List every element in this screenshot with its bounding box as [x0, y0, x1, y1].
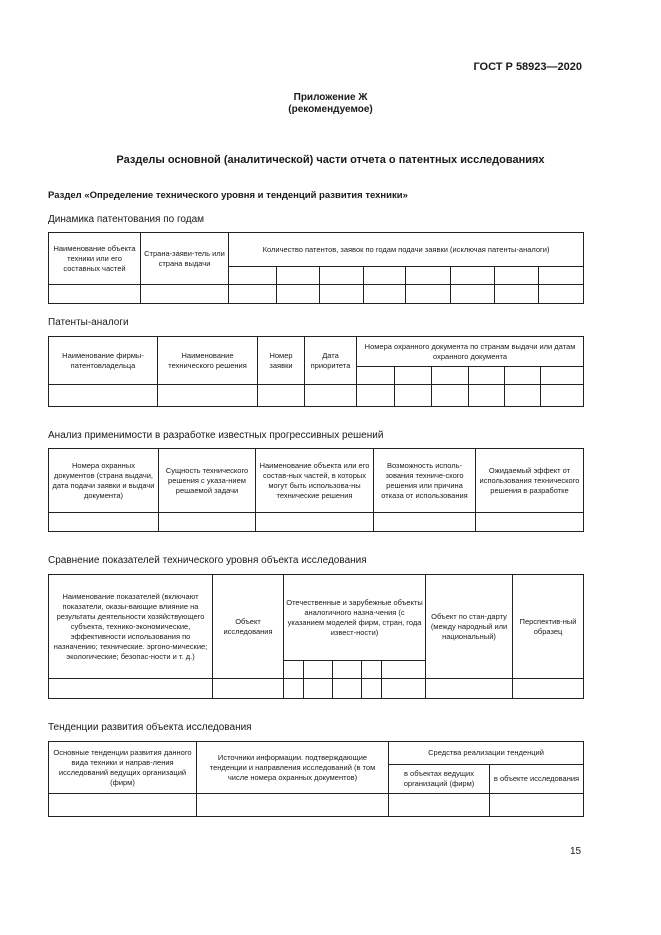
patenting-dynamics-table — [48, 232, 584, 304]
table-row — [49, 794, 584, 817]
table3-header-object: Наименование объекта или его состав-ных частей, в которых могут быть использова-ны технические решения — [256, 449, 374, 513]
table5-header-trends: Основные тенденции развития данного вида техники и направ-ления исследований ведущих организаций (фирм) — [49, 742, 197, 794]
table5-header-sources: Источники информации. подтверждающие тенденции и направления исследований (в том числе номера охранных документов) — [197, 742, 389, 794]
table1-year-cell — [495, 267, 539, 285]
table1-year-cell — [320, 267, 364, 285]
table4-header-indicators: Наименование показателей (включают показатели, оказы-вающие влияние на результаты деятельности хозяйствующего субъекта, технико-экономические, эффективности использования по назначению; технические. эргоно-мические; экологические; безопас-ности и т. д.) — [49, 575, 213, 679]
applicability-analysis-table — [48, 448, 584, 532]
table-row — [49, 285, 584, 304]
table4-header-prospective: Перспектив-ный образец — [513, 575, 584, 679]
table5-header-leading-orgs: в объектах ведущих организаций (фирм) — [389, 765, 490, 794]
table2-header-priority: Дата приоритета — [305, 337, 357, 385]
table3-header-possibility: Возможность исполь-зования техниче-ского решения или причина отказа от использования — [374, 449, 476, 513]
table1-year-cell — [539, 267, 584, 285]
patent-analogs-table — [48, 336, 584, 407]
table3-header-essence: Сущность технического решения с указа-нием решаемой задачи — [159, 449, 256, 513]
table1-header-country: Страна-заяви-тель или страна выдачи — [141, 233, 229, 285]
appendix-subtitle: (рекомендуемое) — [288, 104, 373, 115]
table5-header-research-object: в объекте исследования — [490, 765, 584, 794]
table-row — [49, 679, 584, 699]
table1-header-object: Наименование объекта техники или его составных частей — [49, 233, 141, 285]
table3-header-documents: Номера охранных документов (страна выдачи, дата подачи заявки и выдачи документа) — [49, 449, 159, 513]
table2-header-owner: Наименование фирмы-патентовладельца — [49, 337, 158, 385]
table4-caption: Сравнение показателей технического уровня объекта исследования — [48, 555, 367, 566]
table-row — [49, 385, 584, 407]
table-row — [49, 513, 584, 532]
table4-header-analogs: Отечественные и зарубежные объекты аналогичного назна-чения (с указанием моделей фирм, стран, года извест-ности) — [284, 575, 426, 661]
table2-caption: Патенты-аналоги — [48, 317, 129, 328]
table3-caption: Анализ применимости в разработке известных прогрессивных решений — [48, 430, 384, 441]
table1-header-count: Количество патентов, заявок по годам подачи заявки (исключая патенты-аналоги) — [229, 233, 584, 267]
page-number: 15 — [570, 846, 582, 857]
table1-caption: Динамика патентования по годам — [48, 214, 205, 225]
standard-number: ГОСТ Р 58923—2020 — [473, 61, 582, 73]
table5-header-means: Средства реализации тенденций — [389, 742, 584, 765]
development-trends-table — [48, 741, 584, 817]
appendix-title: Приложение Ж — [293, 92, 368, 103]
table1-year-cell — [406, 267, 451, 285]
table1-year-cell — [364, 267, 406, 285]
table2-header-application: Номер заявки — [258, 337, 305, 385]
technical-level-table — [48, 574, 584, 699]
page-title: Разделы основной (аналитической) части отчета о патентных исследованиях — [116, 154, 545, 166]
table1-year-cell — [229, 267, 277, 285]
table5-caption: Тенденции развития объекта исследования — [48, 722, 252, 733]
table2-header-numbers: Номера охранного документа по странам выдачи или датам охранного документа — [357, 337, 584, 367]
table4-header-standard-object: Объект по стан-дарту (между народный или национальный) — [426, 575, 513, 679]
table3-header-effect: Ожидаемый эффект от использования технического решения в разработке — [476, 449, 584, 513]
table2-header-solution: Наименование технического решения — [158, 337, 258, 385]
section-title: Раздел «Определение технического уровня и тенденций развития техники» — [48, 190, 408, 201]
table1-year-cell — [277, 267, 320, 285]
table4-header-object: Объект исследования — [213, 575, 284, 679]
table1-year-cell — [451, 267, 495, 285]
